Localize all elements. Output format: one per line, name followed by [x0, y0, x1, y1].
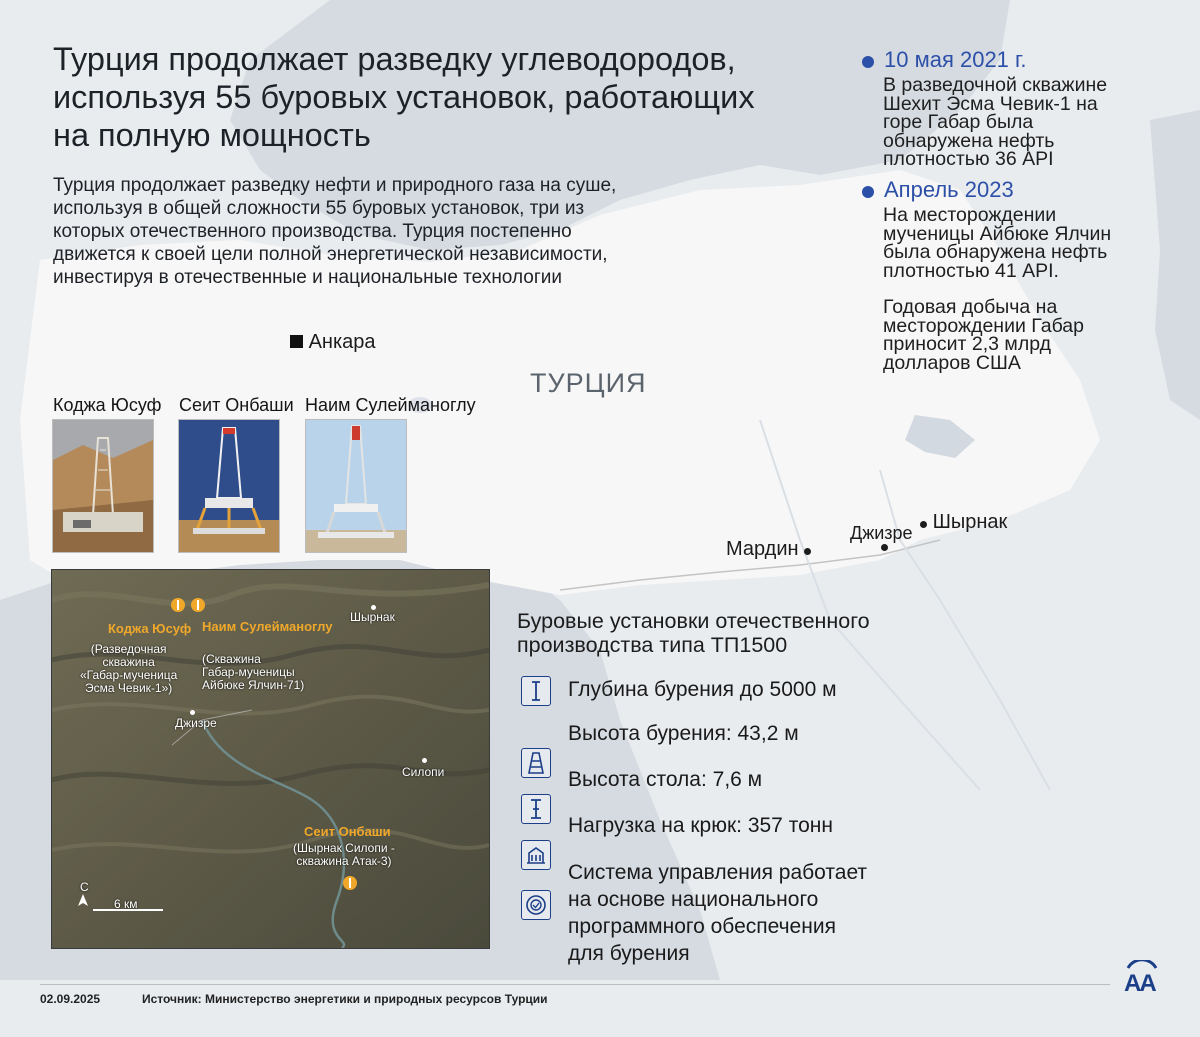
- annual-line: Годовая добыча на: [883, 296, 1058, 318]
- lead-line: движется к своей цели полной энергетической независимости,: [53, 244, 608, 265]
- timeline-line: обнаружена нефть: [883, 129, 1055, 152]
- software-gear-icon: [521, 890, 551, 920]
- timeline-line: горе Габар была: [883, 111, 1034, 133]
- timeline-bullet-icon: [862, 56, 874, 68]
- annual-line: долларов США: [883, 351, 1021, 374]
- sat-note-line: (Разведочная: [90, 642, 167, 656]
- sat-label-seyit: Сеит Онбаши: [304, 824, 391, 839]
- capital-name: Анкара: [308, 331, 376, 353]
- sat-label-koca-yusuf: Коджа Юсуф: [108, 621, 192, 636]
- sat-city-silopi: Силопи: [402, 765, 445, 779]
- timeline-line: Шехит Эсма Чевик-1 на: [883, 92, 1098, 115]
- lead-line: инвестируя в отечественные и национальные технологии: [53, 267, 562, 288]
- sat-city-sirnak: Шырнак: [350, 610, 395, 624]
- north-arrow-icon: [76, 893, 90, 907]
- lead-line: которых отечественного производства. Турция постепенно: [53, 221, 572, 242]
- lead-paragraph: [53, 174, 673, 289]
- aa-logo-text: AA: [1124, 970, 1155, 997]
- sat-note-line: Эсма Чевик-1»): [85, 681, 173, 695]
- timeline-text: [883, 206, 1111, 280]
- timeline-line: мученицы Айбюке Ялчин: [883, 222, 1112, 245]
- hook-load-icon: [521, 794, 551, 824]
- spec-hook: Нагрузка на крюк: 357 тонн: [568, 814, 833, 837]
- timeline-date: 10 мая 2021 г.: [884, 47, 1027, 72]
- city-mardin: [726, 538, 811, 561]
- spec-control-line: для бурения: [568, 942, 690, 965]
- timeline-line: была обнаружена нефть: [883, 241, 1108, 263]
- sat-city-cizre: Джизре: [175, 716, 217, 730]
- derrick-icon: [521, 748, 551, 778]
- spec-control-line: программного обеспечения: [568, 915, 836, 938]
- title-line: используя 55 буровых установок, работающих: [53, 79, 755, 115]
- rig-label-seyit-onbasi: Сеит Онбаши: [179, 395, 294, 415]
- footer-date: 02.09.2025: [40, 992, 101, 1006]
- annual-line: месторождении Габар: [883, 314, 1084, 337]
- capital-label: [290, 331, 376, 354]
- country-label: ТУРЦИЯ: [530, 368, 647, 398]
- title-line: на полную мощность: [53, 117, 371, 153]
- satellite-map: [51, 569, 490, 949]
- sat-note-line: (Скважина: [202, 652, 261, 666]
- timeline-line: плотностью 36 API: [883, 148, 1054, 170]
- spec-control: [568, 859, 867, 967]
- city-marker-icon: [881, 544, 888, 551]
- rig-marker-icon: [342, 875, 358, 891]
- sat-note-line: «Габар-мученица: [80, 668, 178, 682]
- timeline-line: На месторождении: [883, 204, 1057, 226]
- timeline-line: плотностью 41 API.: [883, 259, 1059, 282]
- spec-depth: Глубина бурения до 5000 м: [568, 678, 837, 701]
- timeline-date: Апрель 2023: [884, 177, 1014, 202]
- scale-label: 6 км: [114, 897, 138, 911]
- north-label: С: [80, 880, 89, 894]
- rig-marker-icon: [170, 596, 206, 614]
- capital-marker-icon: [290, 335, 303, 348]
- spec-height: Высота бурения: 43,2 м: [568, 722, 799, 745]
- city-sirnak: [920, 511, 1007, 534]
- timeline-line: В разведочной скважине: [883, 74, 1108, 96]
- rig-photo-naim: [305, 419, 407, 553]
- sat-note-naim: [202, 653, 304, 692]
- sat-note-line: скважина: [102, 655, 155, 669]
- timeline-bullet-icon: [862, 186, 874, 198]
- rig-label-koca-yusuf: Коджа Юсуф: [53, 395, 162, 415]
- lead-line: Турция продолжает разведку нефти и природного газа на суше,: [53, 175, 617, 196]
- footer-source: Источник: Министерство энергетики и природных ресурсов Турции: [142, 992, 548, 1006]
- control-cabin-icon: [521, 840, 551, 870]
- spec-control-line: на основе национального: [568, 888, 819, 911]
- specs-title-line: производства типа ТП1500: [517, 633, 788, 657]
- sat-city-marker-icon: [422, 758, 427, 763]
- lead-line: используя в общей сложности 55 буровых установок, три из: [53, 198, 585, 219]
- rig-photo-koca-yusuf: [52, 419, 154, 553]
- sat-note-line: скважина Атак-3): [296, 854, 392, 868]
- page-title: [53, 40, 833, 154]
- city-marker-icon: [920, 521, 927, 528]
- city-mardin-name: Мардин: [726, 538, 799, 560]
- aa-logo: [1122, 960, 1162, 1000]
- sat-note-koca-yusuf: [80, 643, 177, 695]
- annual-line: приносит 2,3 млрд: [883, 333, 1051, 355]
- sat-note-line: Айбюке Ялчин-71): [202, 678, 305, 692]
- sat-label-naim: Наим Сулейманоглу: [202, 619, 333, 634]
- rig-label-naim: Наим Сулейманоглу: [305, 395, 476, 415]
- rig-photo-seyit-onbasi: [178, 419, 280, 553]
- timeline-text: [883, 76, 1107, 169]
- spec-control-line: Система управления работает: [568, 861, 868, 884]
- title-line: Турция продолжает разведку углеводородов,: [53, 41, 736, 77]
- sat-city-marker-icon: [190, 710, 195, 715]
- city-sirnak-name: Шырнак: [932, 511, 1008, 533]
- footer-divider: [40, 984, 1110, 985]
- city-marker-icon: [804, 548, 811, 555]
- sat-note-seyit: [293, 842, 395, 868]
- drilling-depth-icon: [521, 676, 551, 706]
- sat-note-line: Габар-мученицы: [202, 665, 295, 679]
- city-cizre: Джизре: [850, 523, 913, 543]
- specs-title-line: Буровые установки отечественного: [517, 609, 870, 633]
- specs-title: [517, 609, 870, 657]
- annual-production-text: [883, 298, 1084, 372]
- spec-table: Высота стола: 7,6 м: [568, 768, 763, 791]
- sat-note-line: (Шырнак Силопи -: [293, 841, 395, 855]
